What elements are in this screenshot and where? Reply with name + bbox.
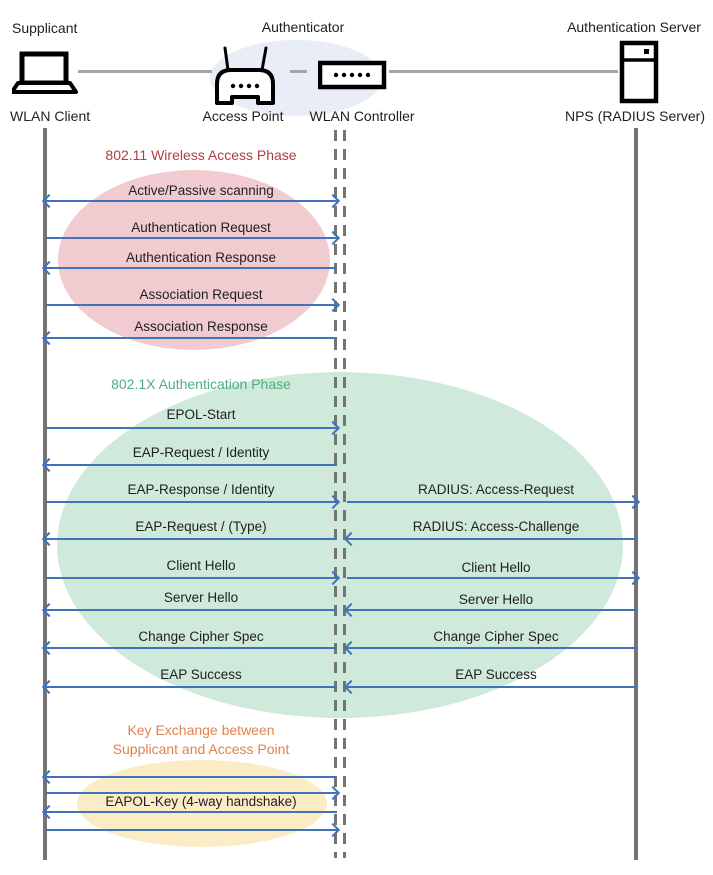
arrow-eap-response-identity <box>45 501 337 503</box>
arrow-eap-success-left <box>45 686 337 688</box>
connector-client-to-ap <box>78 70 212 73</box>
device-label-wlan-controller: WLAN Controller <box>309 108 415 124</box>
label-eapol-key-handshake: EAPOL-Key (4-way handshake) <box>105 794 297 809</box>
device-label-access-point: Access Point <box>202 108 284 124</box>
arrow-change-cipher-spec-right <box>347 647 637 649</box>
connector-controller-to-server <box>389 70 618 73</box>
arrow-server-hello-left <box>45 609 337 611</box>
label-client-hello-right: Client Hello <box>461 560 531 575</box>
key-exchange-title-line2: Supplicant and Access Point <box>112 741 290 757</box>
arrow-association-request <box>45 304 337 306</box>
label-radius-access-challenge: RADIUS: Access-Challenge <box>412 519 580 534</box>
key-exchange-title-line1: Key Exchange between <box>127 722 275 738</box>
label-server-hello-right: Server Hello <box>458 592 534 607</box>
arrow-active-passive-scanning <box>45 200 337 202</box>
arrow-authentication-response <box>45 267 337 269</box>
label-association-request: Association Request <box>139 287 263 302</box>
label-association-response: Association Response <box>134 319 268 334</box>
arrow-authentication-request <box>45 237 337 239</box>
label-change-cipher-spec-left: Change Cipher Spec <box>138 629 264 644</box>
arrow-client-hello-right <box>347 577 637 579</box>
label-epol-start: EPOL-Start <box>166 407 236 422</box>
label-radius-access-request: RADIUS: Access-Request <box>417 482 575 497</box>
role-label-authenticator: Authenticator <box>261 19 345 35</box>
arrow-eapol-key-4 <box>45 829 337 831</box>
label-eap-success-right: EAP Success <box>455 667 537 682</box>
arrow-eap-request-identity <box>45 464 337 466</box>
label-eap-success-left: EAP Success <box>160 667 242 682</box>
label-change-cipher-spec-right: Change Cipher Spec <box>433 629 559 644</box>
label-authentication-request: Authentication Request <box>131 220 271 235</box>
role-label-authentication-server: Authentication Server <box>567 19 701 35</box>
label-eap-request-identity: EAP-Request / Identity <box>132 445 270 460</box>
arrow-server-hello-right <box>347 609 637 611</box>
arrow-eapol-key-1 <box>45 776 337 778</box>
arrow-change-cipher-spec-left <box>45 647 337 649</box>
connector-ap-to-controller <box>290 70 307 73</box>
label-client-hello-left: Client Hello <box>166 558 236 573</box>
label-server-hello-left: Server Hello <box>163 590 239 605</box>
arrow-epol-start <box>45 427 337 429</box>
arrow-radius-access-challenge <box>347 538 637 540</box>
arrow-client-hello-left <box>45 577 337 579</box>
label-active-passive-scanning: Active/Passive scanning <box>128 183 274 198</box>
label-authentication-response: Authentication Response <box>125 250 277 265</box>
device-label-wlan-client: WLAN Client <box>10 108 91 124</box>
arrow-eapol-key-3 <box>45 811 337 813</box>
server-icon <box>618 40 660 104</box>
arrow-association-response <box>45 337 337 339</box>
arrow-eap-request-type <box>45 538 337 540</box>
role-label-supplicant: Supplicant <box>12 20 78 36</box>
access-point-icon <box>210 44 280 108</box>
device-label-nps-radius-server: NPS (RADIUS Server) <box>564 108 706 124</box>
wlan-controller-icon <box>318 60 388 90</box>
arrow-eap-success-right <box>347 686 637 688</box>
label-eap-request-type: EAP-Request / (Type) <box>135 519 267 534</box>
label-eap-response-identity: EAP-Response / Identity <box>127 482 275 497</box>
arrow-radius-access-request <box>347 501 637 503</box>
wireless-phase-title: 802.11 Wireless Access Phase <box>105 147 297 163</box>
laptop-icon <box>12 50 82 96</box>
auth-phase-title: 802.1X Authentication Phase <box>111 376 291 392</box>
